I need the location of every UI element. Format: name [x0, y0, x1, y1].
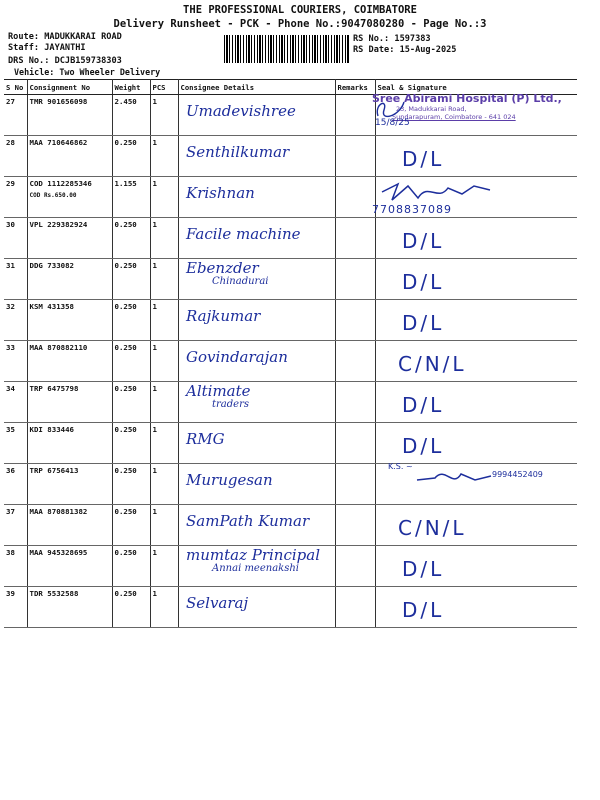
row-weight-text: 0.250 [114, 548, 137, 557]
row-sno [4, 464, 27, 505]
row-weight-text: 0.250 [114, 466, 137, 475]
row-consignment-no [27, 341, 112, 382]
row-pcs [150, 300, 178, 341]
row-pcs [150, 587, 178, 628]
row-consignment-no-text: MAA 710646862 [29, 138, 88, 147]
row-pcs-text: 1 [152, 343, 157, 352]
row-pcs-text: 1 [152, 589, 157, 598]
row-pcs [150, 136, 178, 177]
row-consignment-no-text: MAA 945328695 [29, 548, 88, 557]
row-pcs [150, 259, 178, 300]
row-remarks [335, 218, 375, 259]
row-sno-text: 27 [6, 97, 15, 106]
cod-amount: COD Rs.650.00 [29, 192, 77, 199]
barcode [224, 35, 350, 63]
row-pcs [150, 218, 178, 259]
row-weight [112, 259, 150, 300]
row-sno [4, 259, 27, 300]
row-remarks [335, 136, 375, 177]
row-weight [112, 505, 150, 546]
row-consignment-no-text: MAA 870881382 [29, 507, 88, 516]
delivery-mark: D/L [402, 229, 445, 253]
handwritten-consignee: Ebenzder [186, 259, 259, 277]
delivery-mark: D/L [402, 270, 445, 294]
row-remarks [335, 382, 375, 423]
handwritten-consignee-line2: Chinadurai [212, 276, 269, 287]
delivery-mark: D/L [402, 557, 445, 581]
row-consignment-no-text: TMR 901656098 [29, 97, 88, 106]
row-pcs [150, 546, 178, 587]
row-weight [112, 300, 150, 341]
signature-scribble-row27 [370, 96, 410, 126]
row-sno-text: 29 [6, 179, 15, 188]
delivery-mark: D/L [402, 434, 445, 458]
row-consignment-no-text: COD 1112285346 [29, 179, 92, 188]
delivery-mark: D/L [402, 393, 445, 417]
row-weight-text: 0.250 [114, 343, 137, 352]
phone-row36: 9994452409 [492, 470, 543, 479]
delivery-mark: D/L [402, 311, 445, 335]
row-sno-text: 38 [6, 548, 15, 557]
row-sno [4, 177, 27, 218]
row-sno [4, 300, 27, 341]
stamp-address-line1: 23, Madukkarai Road, [396, 105, 467, 113]
handwritten-consignee: RMG [186, 430, 225, 448]
row-weight-text: 1.155 [114, 179, 137, 188]
row-sno [4, 341, 27, 382]
row-sno [4, 423, 27, 464]
signature-scribble-row36 [415, 462, 495, 492]
row-consignment-no [27, 464, 112, 505]
row-sno [4, 587, 27, 628]
row-pcs-text: 1 [152, 220, 157, 229]
handwritten-consignee: Murugesan [186, 471, 273, 489]
row-weight-text: 0.250 [114, 302, 137, 311]
row-sno-text: 30 [6, 220, 15, 229]
row-sno-text: 36 [6, 466, 15, 475]
row-consignment-no-text: MAA 870882110 [29, 343, 88, 352]
row-consignment-no-text: KDI 833446 [29, 425, 74, 434]
table-row [4, 136, 577, 177]
stamp-address-line2: Sundarapuram, Coimbatore - 641 024 [392, 113, 516, 121]
row-consignment-no-text: VPL 229382924 [29, 220, 88, 229]
row-pcs-text: 1 [152, 466, 157, 475]
row-sno-text: 31 [6, 261, 15, 270]
runsheet-subtitle: Delivery Runsheet - PCK - Phone No.:9047080280 - Page No.:3 [113, 18, 487, 30]
col-sno: S No [4, 80, 27, 95]
delivery-mark: C/N/L [398, 352, 467, 376]
col-pcs: PCS [150, 80, 178, 95]
row-pcs-text: 1 [152, 302, 157, 311]
row-sno [4, 95, 27, 136]
delivery-mark: D/L [402, 147, 445, 171]
route-label: Route: MADUKKARAI ROAD [8, 32, 122, 42]
row-consignment-no [27, 95, 112, 136]
row-weight [112, 423, 150, 464]
row-weight [112, 177, 150, 218]
row-weight [112, 546, 150, 587]
row-consignment-no [27, 587, 112, 628]
row-pcs-text: 1 [152, 138, 157, 147]
row-weight-text: 0.250 [114, 138, 137, 147]
row-weight [112, 341, 150, 382]
handwritten-consignee: Krishnan [186, 184, 255, 202]
row-consignment-no-text: KSM 431358 [29, 302, 74, 311]
handwritten-consignee: Altimate [186, 382, 251, 400]
row-remarks [335, 177, 375, 218]
row-sno-text: 39 [6, 589, 15, 598]
row-weight-text: 0.250 [114, 261, 137, 270]
row-remarks [335, 587, 375, 628]
row-remarks [335, 300, 375, 341]
row-consignment-no [27, 382, 112, 423]
row-pcs [150, 341, 178, 382]
row-sno-text: 33 [6, 343, 15, 352]
table-row [4, 423, 577, 464]
drs-number: DRS No.: DCJB159738303 [8, 56, 122, 66]
row-pcs-text: 1 [152, 97, 157, 106]
row-consignment-no [27, 423, 112, 464]
delivery-mark: D/L [402, 598, 445, 622]
row-pcs [150, 464, 178, 505]
row-consignment-no-text: TDR 5532588 [29, 589, 79, 598]
row-weight-text: 0.250 [114, 220, 137, 229]
rs-number: RS No.: 1597383 [353, 34, 431, 44]
row-pcs [150, 382, 178, 423]
row-consignment-no-text: TRP 6756413 [29, 466, 79, 475]
row-pcs [150, 95, 178, 136]
row-weight [112, 218, 150, 259]
staff-label: Staff: JAYANTHI [8, 43, 86, 53]
row-remarks [335, 341, 375, 382]
row-remarks [335, 95, 375, 136]
handwritten-consignee-line2: traders [212, 399, 249, 410]
row-sno-text: 32 [6, 302, 15, 311]
row-pcs-text: 1 [152, 548, 157, 557]
row-weight [112, 382, 150, 423]
col-consignment: Consignment No [27, 80, 112, 95]
row-pcs-text: 1 [152, 425, 157, 434]
row-sno [4, 382, 27, 423]
row-sno-text: 37 [6, 507, 15, 516]
vehicle-label: Vehicle: Two Wheeler Delivery [14, 67, 161, 77]
row-weight [112, 95, 150, 136]
row-sno [4, 546, 27, 587]
row-pcs [150, 423, 178, 464]
table-row [4, 259, 577, 300]
row-pcs [150, 177, 178, 218]
row-sno [4, 218, 27, 259]
row-weight-text: 0.250 [114, 589, 137, 598]
row-sno-text: 28 [6, 138, 15, 147]
handwritten-consignee: Umadevishree [186, 102, 296, 120]
handwritten-consignee: SamPath Kumar [186, 512, 310, 530]
row-consignment-no [27, 300, 112, 341]
col-remarks: Remarks [335, 80, 375, 95]
phone-row29: 7708837089 [372, 203, 452, 216]
row-sno [4, 136, 27, 177]
row-pcs-text: 1 [152, 179, 157, 188]
handwritten-consignee: Senthilkumar [186, 143, 290, 161]
col-weight: Weight [112, 80, 150, 95]
row-sno-text: 34 [6, 384, 15, 393]
row-weight [112, 464, 150, 505]
col-seal-signature: Seal & Signature [375, 80, 577, 95]
handwritten-consignee: Govindarajan [186, 348, 288, 366]
row-consignment-no [27, 136, 112, 177]
table-row [4, 341, 577, 382]
rs-date: RS Date: 15-Aug-2025 [353, 45, 457, 55]
row-remarks [335, 464, 375, 505]
row-remarks [335, 546, 375, 587]
table-row [4, 300, 577, 341]
row-consignment-no-text: TRP 6475798 [29, 384, 79, 393]
row-pcs-text: 1 [152, 384, 157, 393]
row-remarks [335, 259, 375, 300]
handwritten-consignee: Selvaraj [186, 594, 249, 612]
row-weight [112, 587, 150, 628]
signature-scribble-row29 [378, 178, 498, 206]
row-consignment-no [27, 505, 112, 546]
handwritten-consignee: mumtaz Principal [186, 546, 321, 564]
row-weight-text: 0.250 [114, 425, 137, 434]
stamp-name: Sree Abirami Hospital (P) Ltd., [372, 92, 562, 105]
stamp-date: 15/8/25 [375, 118, 410, 128]
row-weight-text: 2.450 [114, 97, 137, 106]
row-weight-text: 0.250 [114, 384, 137, 393]
row-remarks [335, 505, 375, 546]
handwritten-consignee: Rajkumar [186, 307, 261, 325]
row-consignment-no [27, 259, 112, 300]
handwritten-consignee: Facile machine [186, 225, 301, 243]
row-pcs-text: 1 [152, 507, 157, 516]
delivery-mark: C/N/L [398, 516, 467, 540]
row-sno-text: 35 [6, 425, 15, 434]
table-row [4, 587, 577, 628]
company-title: THE PROFESSIONAL COURIERS, COIMBATORE [183, 4, 417, 16]
row-consignment-no [27, 546, 112, 587]
sign-initials-row36: K.S. ~ [388, 462, 413, 471]
table-row [4, 382, 577, 423]
row-sno [4, 505, 27, 546]
row-consignment-no-text: DDG 733082 [29, 261, 74, 270]
col-consignee: Consignee Details [178, 80, 335, 95]
row-pcs [150, 505, 178, 546]
row-weight-text: 0.250 [114, 507, 137, 516]
row-consignment-no [27, 218, 112, 259]
row-weight [112, 136, 150, 177]
row-remarks [335, 423, 375, 464]
row-consignment-no [27, 177, 112, 218]
handwritten-consignee-line2: Annai meenakshi [212, 563, 299, 574]
row-pcs-text: 1 [152, 261, 157, 270]
